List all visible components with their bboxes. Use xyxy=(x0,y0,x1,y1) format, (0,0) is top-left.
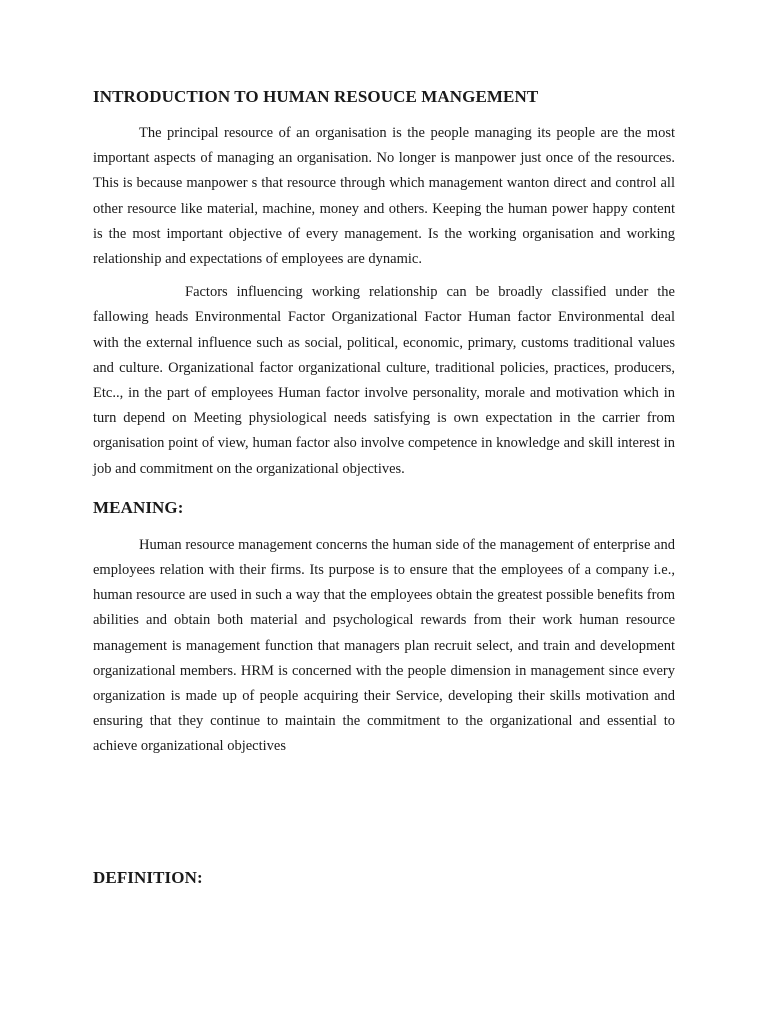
definition-heading: DEFINITION: xyxy=(93,867,203,887)
intro-paragraph-1: The principal resource of an organisation is the people managing its people are the most important aspects of managing an organisation. No longer is manpower just once of the resources. This is because manpower s that resource through which management wanton direct and control all other resource like material, machine, money and others. Keeping the human power happy content is the most important objective of every management. Is the working organisation and working relationship and expectations of employees are dynamic. xyxy=(93,125,675,268)
intro-paragraph-2: Factors influencing working relationship can be broadly classified under the fallowing heads Environmental Factor Organizational Factor Human factor Environmental deal with the external influence such as social, political, economic, primary, customs traditional values and culture. Organizational factor organizational culture, traditional policies, practices, producers, Etc.., in the part of employees Human factor involve personality, morale and motivation which in turn depend on Meeting physiological needs satisfying is own expectation in the carrier from organisation point of view, human factor also involve competence in knowledge and skill interest in job and commitment on the organizational objectives. xyxy=(93,284,675,477)
document-body xyxy=(93,86,675,889)
meaning-heading: MEANING: xyxy=(93,497,184,517)
meaning-paragraph: Human resource management concerns the human side of the management of enterprise and employees relation with their firms. Its purpose is to ensure that the employees of a company i.e., human resource are used in such a way that the employees obtain the greatest possible benefits from abilities and obtain both material and psychological rewards from their work human resource management is management function that managers plan recruit select, and train and development organizational members. HRM is concerned with the people dimension in management since every organization is made up of people acquiring their Service, developing their skills motivation and ensuring that they continue to maintain the commitment to the organizational and essential to achieve organizational objectives xyxy=(93,536,675,755)
document-title: INTRODUCTION TO HUMAN RESOUCE MANGEMENT xyxy=(93,87,539,106)
